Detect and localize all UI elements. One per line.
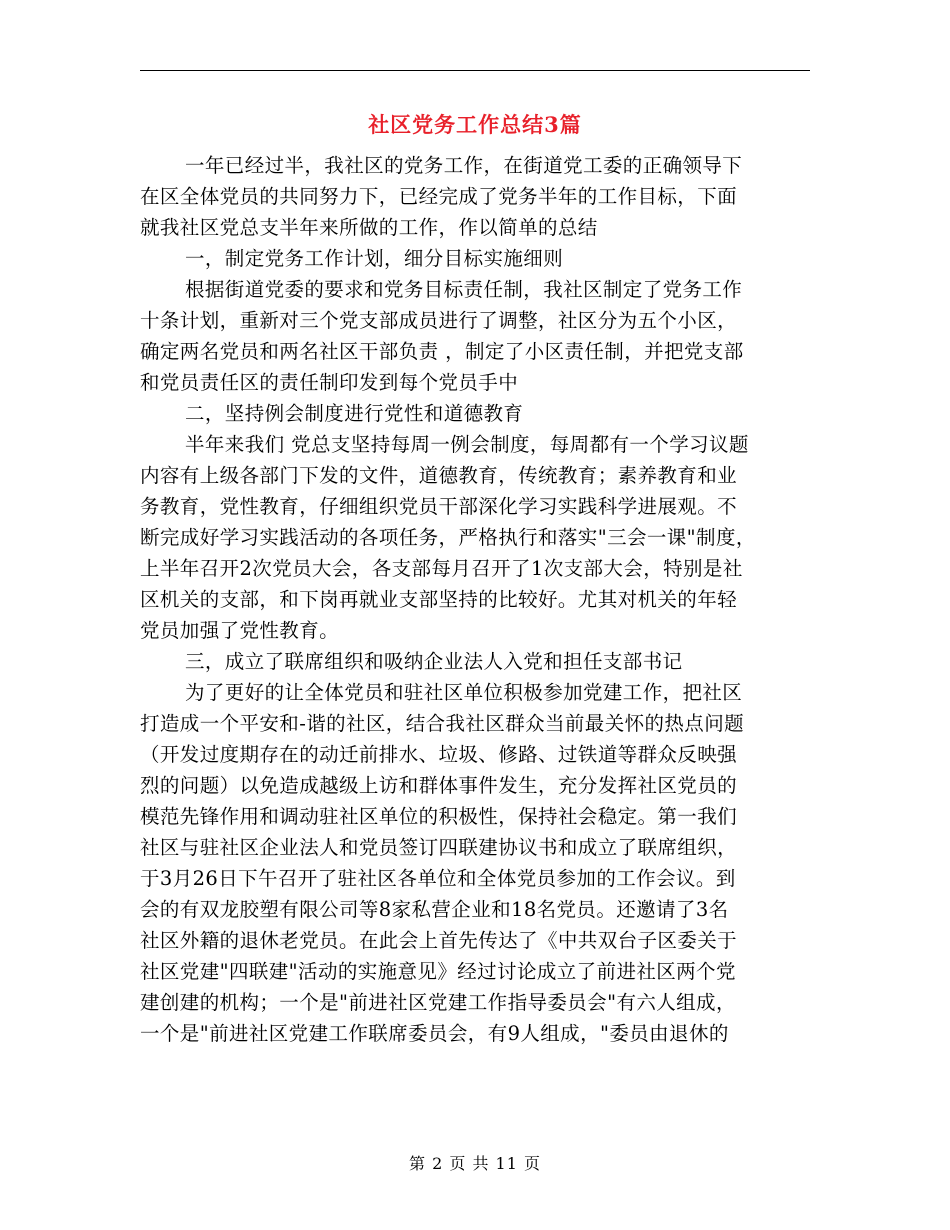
body-line: 党员加强了党性教育。	[140, 619, 340, 642]
body-line: 根据街道党委的要求和党务目标责任制，我社区制定了党务工作	[185, 278, 743, 301]
header-rule	[140, 70, 810, 71]
body-line: 建创建的机构；一个是"前进社区党建工作指导委员会"有六人组成，	[140, 991, 736, 1014]
section-heading: 二，坚持例会制度进行党性和道德教育	[185, 402, 524, 425]
body-line: 区机关的支部，和下岗再就业支部坚持的比较好。尤其对机关的年轻	[140, 588, 738, 611]
body-line: 社区与驻社区企业法人和党员签订四联建协议书和成立了联席组织，	[140, 836, 738, 859]
page-number: 第 2 页 共 11 页	[409, 1154, 541, 1173]
body-line: 一年已经过半，我社区的党务工作，在街道党工委的正确领导下	[185, 154, 743, 177]
body-line: 就我社区党总支半年来所做的工作，作以简单的总结	[140, 216, 598, 239]
body-line: 半年来我们 党总支坚持每周一例会制度，每周都有一个学习议题	[185, 433, 749, 456]
body-line: 于3月26日下午召开了驻社区各单位和全体党员参加的工作会议。到	[140, 867, 736, 890]
body-line: 模范先锋作用和调动驻社区单位的积极性，保持社会稳定。第一我们	[140, 805, 738, 828]
body-line: 为了更好的让全体党员和驻社区单位积极参加党建工作，把社区	[185, 681, 743, 704]
section-heading: 一，制定党务工作计划，细分目标实施细则	[185, 247, 564, 270]
body-line: （开发过度期存在的动迁前排水、垃圾、修路、过铁道等群众反映强	[140, 743, 738, 766]
body-line: 断完成好学习实践活动的各项任务，严格执行和落实"三会一课"制度，	[140, 526, 756, 549]
body-line: 烈的问题）以免造成越级上访和群体事件发生，充分发挥社区党员的	[140, 774, 738, 797]
body-line: 上半年召开2次党员大会，各支部每月召开了1次支部大会，特别是社	[140, 557, 743, 580]
document-body	[140, 150, 812, 1049]
section-heading: 三，成立了联席组织和吸纳企业法人入党和担任支部书记	[185, 650, 683, 673]
body-line: 在区全体党员的共同努力下，已经完成了党务半年的工作目标，下面	[140, 185, 738, 208]
body-line: 十条计划，重新对三个党支部成员进行了调整，社区分为五个小区，	[140, 309, 738, 332]
body-line: 和党员责任区的责任制印发到每个党员手中	[140, 371, 519, 394]
body-line: 会的有双龙胶塑有限公司等8家私营企业和18名党员。还邀请了3名	[140, 898, 729, 921]
body-line: 内容有上级各部门下发的文件，道德教育，传统教育；素养教育和业	[140, 464, 738, 487]
document-title: 社区党务工作总结3篇	[368, 112, 582, 137]
body-line: 确定两名党员和两名社区干部负责 ，制定了小区责任制，并把党支部	[140, 340, 744, 363]
body-line: 社区外籍的退休老党员。在此会上首先传达了《中共双台子区委关于	[140, 929, 738, 952]
body-line: 务教育，党性教育，仔细组织党员干部深化学习实践科学进展观。不	[140, 495, 738, 518]
body-line: 社区党建"四联建"活动的实施意见》经过讨论成立了前进社区两个党	[140, 960, 736, 983]
body-line: 一个是"前进社区党建工作联席委员会，有9人组成，"委员由退休的	[140, 1022, 729, 1045]
body-line: 打造成一个平安和-谐的社区，结合我社区群众当前最关怀的热点问题	[140, 712, 744, 735]
